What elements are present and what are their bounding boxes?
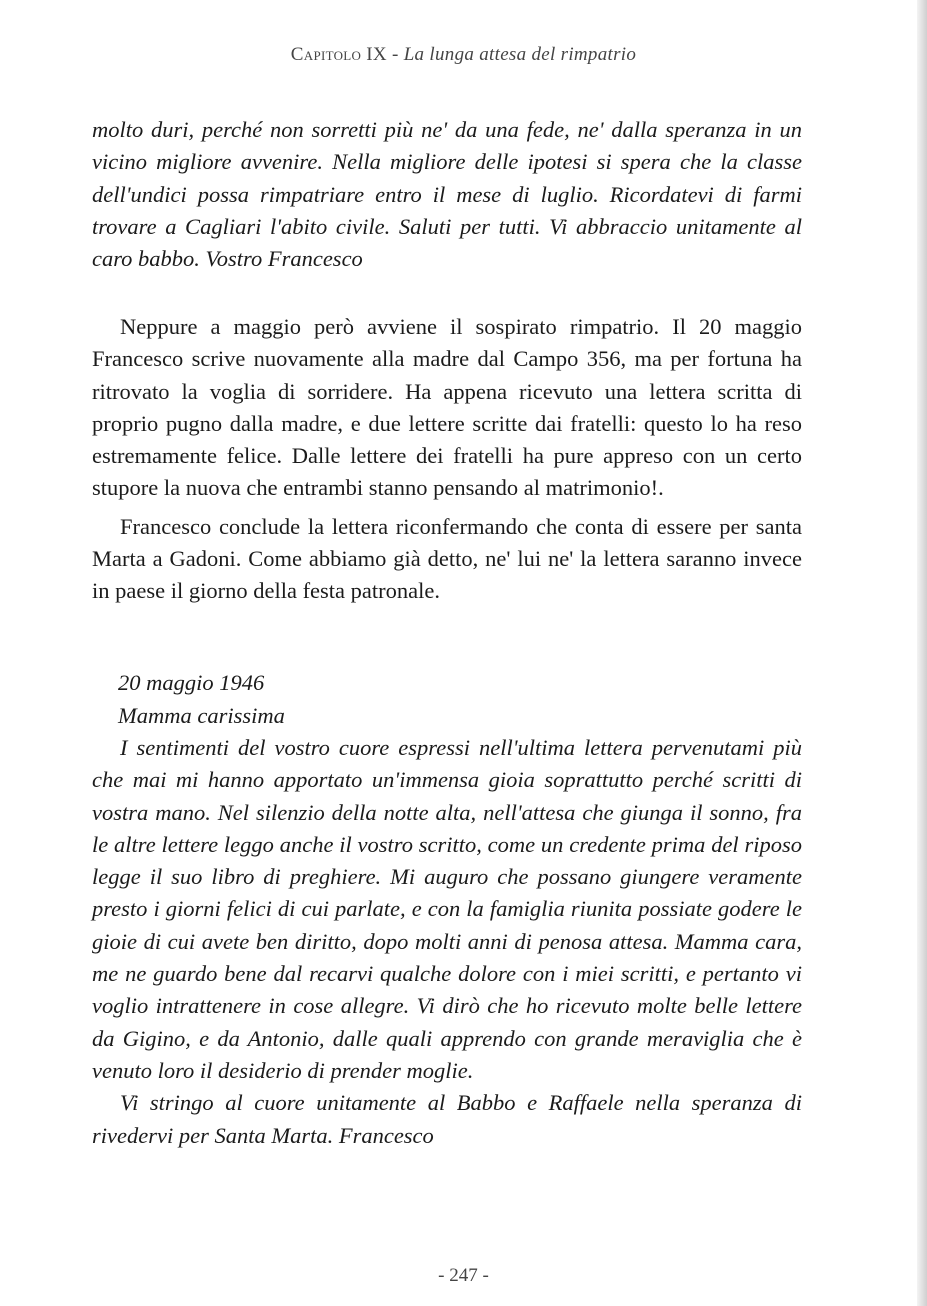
narrative-section: [92, 311, 802, 608]
chapter-subtitle: La lunga attesa del rimpatrio: [403, 44, 637, 65]
letter-body: [92, 732, 802, 1152]
letter-salutation: Mamma carissima: [118, 703, 285, 728]
chapter-label: Capitolo IX: [290, 44, 387, 65]
letter-continuation: [92, 114, 802, 275]
page-number: - 247 -: [438, 1265, 489, 1286]
narrative-paragraph-1: Neppure a maggio però avviene il sospirato rimpatrio. Il 20 maggio Francesco scrive nuovamente alla madre dal Campo 356, ma per fortuna ha ritrovato la voglia di sorridere. Ha appena ricevuto una lettera scritta di proprio pugno dalla madre, e due lettere scritte dai fratelli: questo lo ha reso estremamente felice. Dalle lettere dei fratelli ha pure appreso con un certo stupore la nuova che entrambi stanno pensando al matrimonio!.: [92, 314, 802, 501]
letter-date: 20 maggio 1946: [118, 670, 265, 695]
page-edge-shadow: [917, 0, 927, 1306]
letter-body-paragraph-2: Vi stringo al cuore unitamente al Babbo e Raffaele nella speranza di rivedervi per Santa Marta. Francesco: [92, 1090, 802, 1148]
letter-body-paragraph-1: I sentimenti del vostro cuore espressi nell'ultima lettera pervenutami più che mai mi hanno apportato un'immensa gioia soprattutto perché scritti di vostra mano. Nel silenzio della notte alta, nell'attesa che giunga il sonno, fra le altre lettere leggo anche il vostro scritto, come un credente prima del riposo legge il suo libro di preghiere. Mi auguro che possano giungere veramente presto i giorni felici di cui parlate, e con la famiglia riunita possiate godere le gioie di cui avete ben diritto, dopo molti anni di penosa attesa. Mamma cara, me ne guardo bene dal recarvi qualche dolore con i miei scritti, e pertanto vi voglio intrattenere in cose allegre. Vi dirò che ho ricevuto molte belle lettere da Gigino, e da Antonio, dalle quali apprendo con grande meraviglia che è venuto loro il desiderio di prender moglie.: [92, 735, 802, 1083]
running-head: [0, 44, 927, 66]
narrative-paragraph-2: Francesco conclude la lettera riconfermando che conta di essere per santa Marta a Gadoni. Come abbiamo già detto, ne' lui ne' la lettera saranno invece in paese il giorno della festa patronale.: [92, 513, 802, 604]
running-head-separator: -: [386, 44, 404, 65]
letter-continuation-text: molto duri, perché non sorretti più ne' da una fede, ne' dalla speranza in un vicino migliore avvenire. Nella migliore delle ipotesi si spera che la classe dell'undici possa rimpatriare entro il mese di luglio. Ricordatevi di farmi trovare a Cagliari l'abito civile. Saluti per tutti. Vi abbraccio unitamente al caro babbo. Vostro Francesco: [92, 117, 802, 272]
